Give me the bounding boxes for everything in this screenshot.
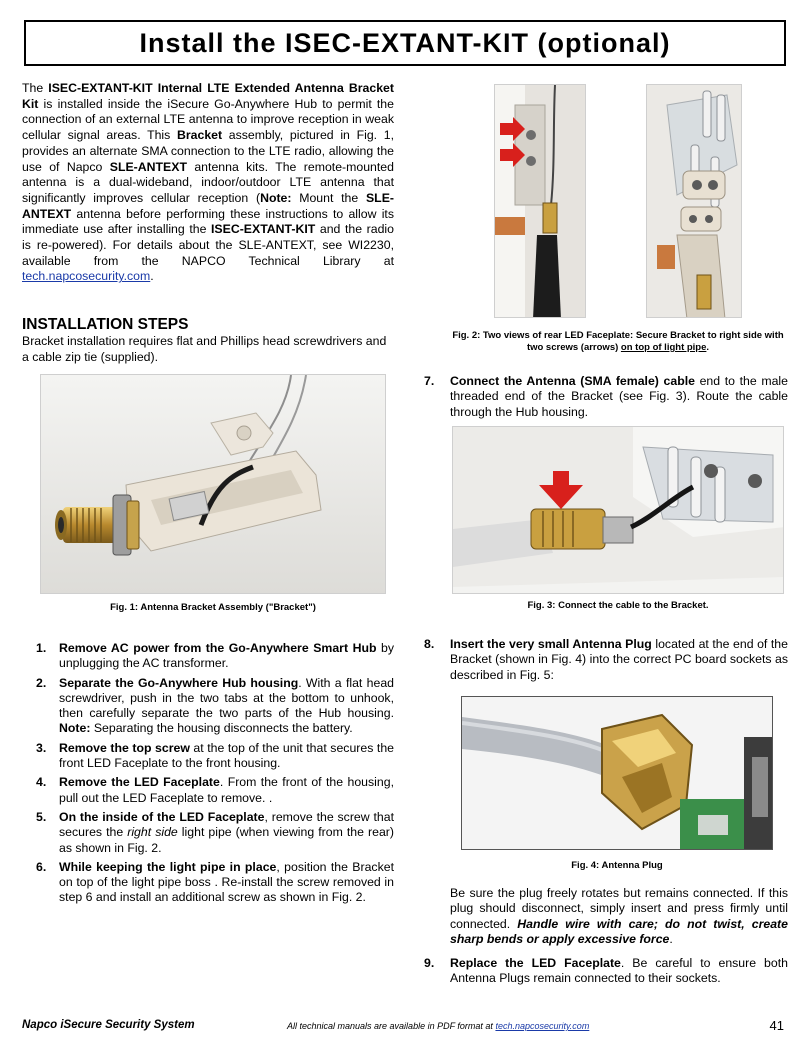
- step-9-text: [424, 956, 788, 987]
- plug-note-warning: Handle wire with care; do not twist, create sharp bends or apply excessive force: [450, 916, 788, 946]
- fig2-caption-emphasis: on top of light pipe: [620, 342, 707, 353]
- steps-list: [22, 641, 394, 910]
- fig1-photo: [40, 374, 386, 594]
- footer-link[interactable]: tech.napcosecurity.com: [495, 1021, 590, 1031]
- step-text: at the top of the unit that secures the front LED Faceplate to the front housing.: [59, 740, 394, 771]
- installation-steps-heading: INSTALLATION STEPS: [22, 316, 189, 333]
- intro-text: Mount the: [291, 190, 366, 205]
- intro-text: antenna kits. The remote-mounted antenna is a dual-wideband, indoor/outdoor LTE antenna that significantly improves cellular reception (: [22, 159, 394, 205]
- step-3: [22, 741, 394, 772]
- step-action: On the inside of the LED Faceplate: [59, 809, 265, 824]
- intro-text: .: [150, 269, 154, 284]
- fig1-caption: Fig. 1: Antenna Bracket Assembly ("Bracket"): [110, 602, 316, 613]
- plug-note-text: .: [669, 931, 673, 946]
- footer-note: [287, 1021, 589, 1031]
- bracket-illustration: [41, 375, 386, 594]
- step-text: . Be careful to ensure both Antenna Plugs remain connected to their sockets.: [450, 956, 788, 986]
- fig2-caption-text: Fig. 2: Two views of rear LED Faceplate: Secure Bracket to right side with two screws (arrows): [452, 330, 784, 353]
- step-1: [22, 641, 394, 672]
- intro-bold: ISEC-EXTANT-KIT: [211, 222, 316, 237]
- step-number: 3.: [36, 740, 47, 755]
- fig2-caption: [448, 330, 788, 354]
- step-action: Separate the Go-Anywhere Hub housing: [59, 675, 299, 690]
- step-note-label: Note:: [59, 721, 91, 736]
- step-8-text: [424, 637, 788, 683]
- step-7-text: [424, 374, 788, 420]
- step-number: 4.: [36, 775, 47, 790]
- faceplate-left-illustration: [495, 85, 586, 318]
- cable-connection-illustration: [453, 427, 784, 594]
- intro-text: and the radio is re-powered). For details about the SLE-ANTEXT, see WI2230, available from the NAPCO Technical Library at: [22, 222, 394, 268]
- step-text: located at the end of the Bracket (shown in Fig. 4) into the correct PC board sockets as described in Fig. 5:: [450, 637, 788, 682]
- step-text: end to the male threaded end of the Bracket (see Fig. 3). Route the cable through the Hub housing.: [450, 374, 788, 419]
- step-text: , position the Bracket on top of the light pipe boss . Re-install the screw removed in step 6 and install an additional screw as shown in Fig. 2.: [59, 859, 394, 905]
- step-action: Insert the very small Antenna Plug: [450, 637, 652, 651]
- step-5: [22, 810, 394, 856]
- footer-note-text: All technical manuals are available in PDF format at: [287, 1021, 496, 1031]
- intro-bold: Note:: [260, 190, 292, 205]
- intro-bold: ISEC-EXTANT-KIT Internal LTE Extended Antenna Bracket Kit: [22, 81, 394, 111]
- intro-paragraph: [22, 81, 394, 285]
- intro-text: The: [22, 81, 49, 95]
- step-text: . With a flat head screwdriver, push in the two tabs at the bottom to unhook, then carefully separate the two parts of the Hub housing.: [59, 675, 394, 721]
- intro-text: assembly, pictured in Fig. 1, provides an alternate SMA connection to the LTE radio, allowing the use of Napco: [22, 128, 394, 174]
- fig2-photo-right: [646, 84, 742, 318]
- page-footer: [22, 1019, 788, 1035]
- step-number: 9.: [424, 956, 435, 970]
- step-action: Remove AC power from the Go-Anywhere Smart Hub: [59, 641, 377, 655]
- step-9: [424, 956, 788, 987]
- fig4-photo: [461, 696, 773, 850]
- title-box: [24, 20, 786, 66]
- installation-intro: Bracket installation requires flat and Phillips head screwdrivers and a cable zip tie (supplied).: [22, 334, 387, 364]
- step-number: 7.: [424, 374, 435, 388]
- intro-bold: Bracket: [176, 128, 223, 143]
- fig2-photo-left: [494, 84, 586, 318]
- step-action: While keeping the light pipe in place: [59, 859, 277, 874]
- page-title: Install the ISEC-EXTANT-KIT (optional): [139, 27, 671, 58]
- intro-bold: SLE-ANTEXT: [109, 159, 187, 174]
- step-6: [22, 860, 394, 906]
- step-number: 1.: [36, 641, 47, 655]
- step-text: light pipe (when viewing from the rear) as shown in Fig. 2.: [59, 825, 394, 855]
- footer-brand: Napco iSecure Security System: [22, 1019, 195, 1031]
- intro-text: is installed inside the iSecure Go-Anywhere Hub to permit the connection of an external LTE antenna to improve reception in weak cellular signal areas. This: [22, 96, 394, 143]
- step-action: Remove the LED Faceplate: [59, 775, 220, 790]
- step-action: Replace the LED Faceplate: [450, 956, 621, 970]
- step-number: 5.: [36, 809, 47, 824]
- step-number: 8.: [424, 637, 435, 651]
- page-number: 41: [769, 1018, 784, 1033]
- step-7: [424, 374, 788, 420]
- step-4: [22, 775, 394, 806]
- fig3-caption: Fig. 3: Connect the cable to the Bracket.: [527, 600, 709, 611]
- step-text: . From the front of the housing, pull out the LED Faceplate to remove. .: [59, 775, 394, 805]
- step-number: 6.: [36, 859, 47, 874]
- step-8: [424, 637, 788, 683]
- step-2: [22, 676, 394, 737]
- plug-note: [450, 886, 788, 947]
- fig3-photo: [452, 426, 784, 594]
- fig4-caption: Fig. 4: Antenna Plug: [571, 860, 663, 871]
- step-action: Remove the top screw: [59, 740, 190, 755]
- intro-bold: SLE-ANTEXT: [22, 190, 394, 221]
- fig2-caption-text: .: [706, 342, 710, 353]
- step-number: 2.: [36, 675, 47, 690]
- step-text: Separating the housing disconnects the battery.: [90, 721, 353, 736]
- intro-text: antenna before performing these instructions to allow its immediate use after installing the: [22, 206, 394, 237]
- tech-library-link[interactable]: tech.napcosecurity.com: [22, 269, 151, 284]
- antenna-plug-illustration: [462, 697, 773, 850]
- step-action: Connect the Antenna (SMA female) cable: [450, 374, 695, 388]
- faceplate-right-illustration: [647, 85, 742, 318]
- step-text: by unplugging the AC transformer.: [59, 641, 394, 671]
- step-text: , remove the screw that secures the: [59, 809, 394, 840]
- plug-note-text: Be sure the plug freely rotates but remains connected. If this plug should disconnect, simply insert and press firmly until connected.: [450, 886, 788, 931]
- step-emphasis: right side: [127, 825, 178, 840]
